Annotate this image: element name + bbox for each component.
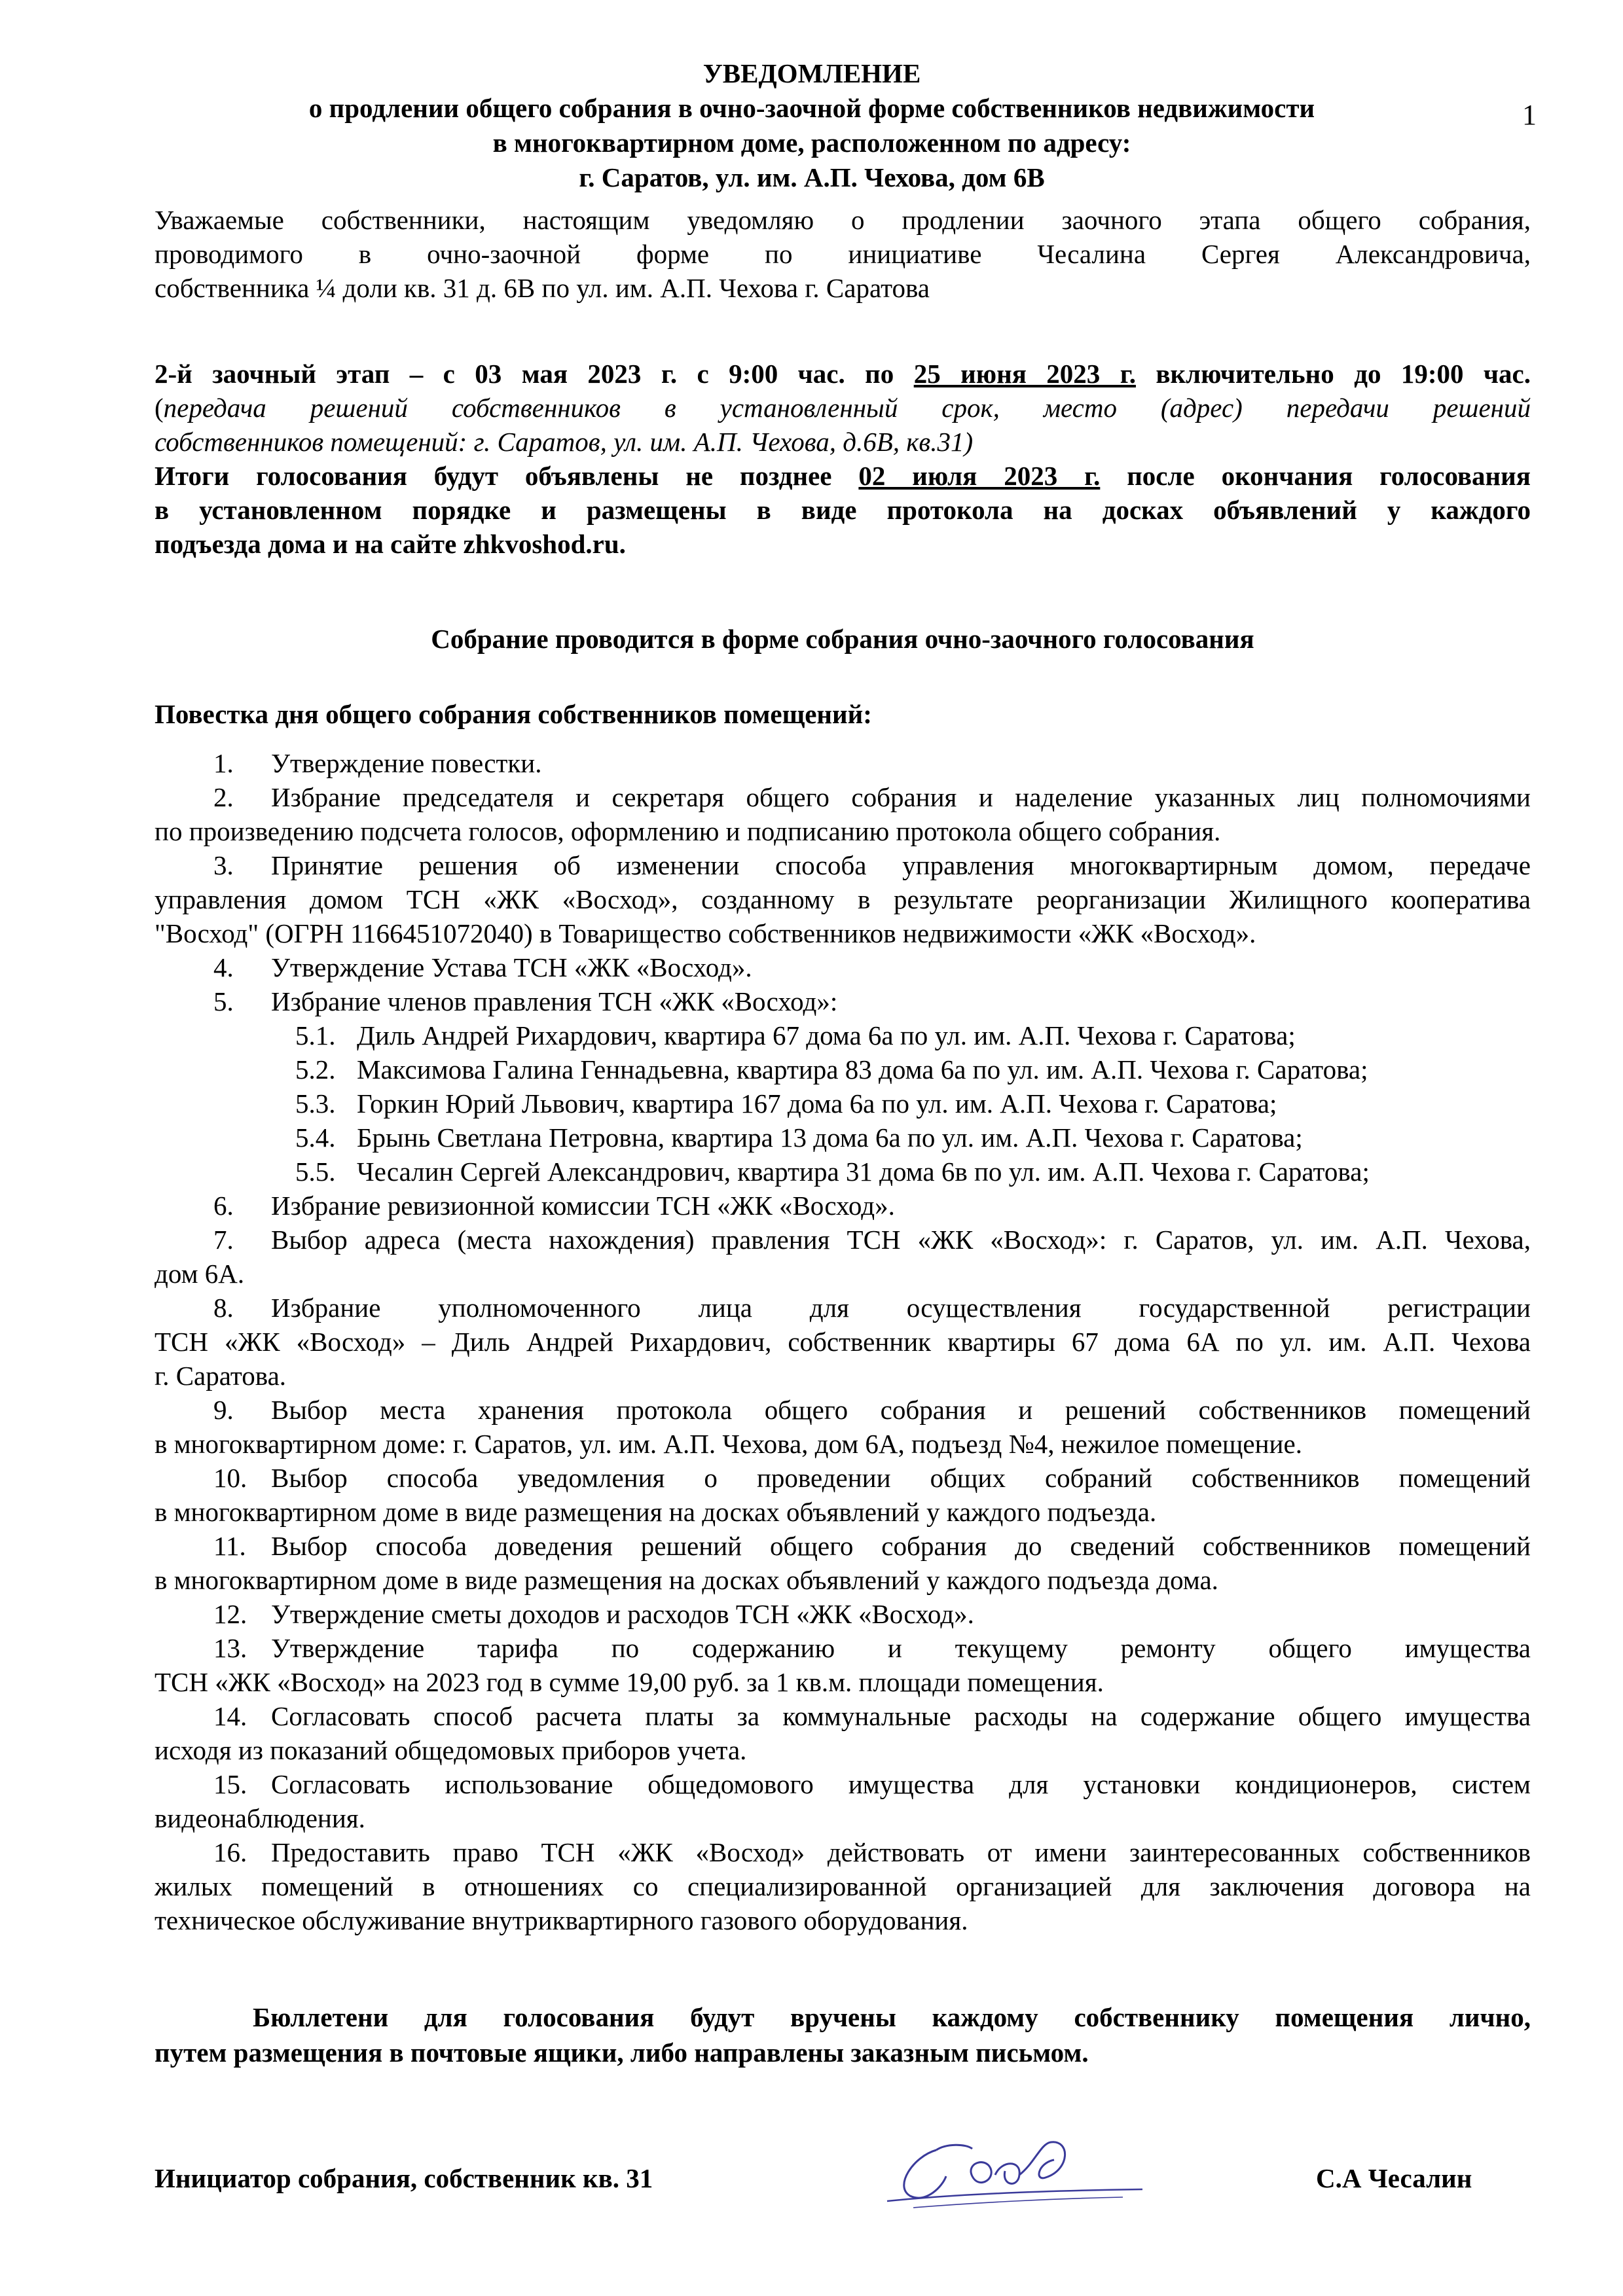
agenda-item-number: 9. — [213, 1395, 234, 1425]
results-line-3: подъезда дома и на сайте zhkvoshod.ru. — [155, 529, 626, 559]
ballot-notice — [155, 2000, 1531, 2070]
agenda-item-text: в многоквартирном доме в виде размещения на досках объявлений у каждого подъезда. — [155, 1497, 1157, 1527]
initiator-label: Инициатор собрания, собственник кв. 31 — [155, 2163, 653, 2193]
agenda-item-text: Выбор способа доведения решений общего собрания до сведений собственников помещений — [271, 1531, 1531, 1561]
document-title — [196, 56, 1427, 195]
stage-part-2: включительно до 19:00 час. — [1135, 359, 1531, 389]
intro-line-3: собственника ¼ доли кв. 31 д. 6В по ул. им. А.П. Чехова г. Саратова — [155, 273, 930, 303]
agenda-item — [155, 1597, 1531, 1631]
agenda-list — [155, 746, 1531, 1937]
agenda-part-2 — [155, 1189, 1531, 1937]
agenda-item-number: 15. — [213, 1769, 247, 1799]
agenda-item-text: Согласовать способ расчета платы за коммунальные расходы на содержание общего имущества — [271, 1701, 1531, 1731]
board-member-number: 5.3. — [295, 1088, 336, 1119]
stage-italic-text-1: передача решений собственников в установленный срок, место (адрес) передачи решений — [163, 393, 1531, 423]
agenda-item-text: Избрание ревизионной комиссии ТСН «ЖК «Восход». — [271, 1191, 895, 1221]
agenda-item-number: 8. — [213, 1293, 234, 1323]
board-member-text: Брынь Светлана Петровна, квартира 13 дома 6а по ул. им. А.П. Чехова г. Саратова; — [357, 1122, 1303, 1153]
intro-line-2: проводимого в очно-заочной форме по инициативе Чесалина Сергея Александровича, — [155, 239, 1531, 269]
board-member-text: Диль Андрей Рихардович, квартира 67 дома 6а по ул. им. А.П. Чехова г. Саратова; — [357, 1020, 1296, 1050]
agenda-item-text: Избрание членов правления ТСН «ЖК «Восход»: — [271, 986, 838, 1016]
ballot-line-1: Бюллетени для голосования будут вручены каждому собственнику помещения лично, — [253, 2002, 1531, 2032]
results-part-1: Итоги голосования будут объявлены не позднее — [155, 461, 859, 491]
stage-italic-line-1 — [155, 391, 1531, 425]
ballot-line-2: путем размещения в почтовые ящики, либо направлены заказным письмом. — [155, 2037, 1089, 2068]
agenda-item-text: Предоставить право ТСН «ЖК «Восход» действовать от имени заинтересованных собственников — [271, 1837, 1531, 1867]
board-member-number: 5.4. — [295, 1122, 336, 1153]
intro-line-1: Уважаемые собственники, настоящим уведомляю о продлении заочного этапа общего собрания, — [155, 205, 1531, 235]
form-heading: Собрание проводится в форме собрания очно-заочного голосования — [431, 624, 1254, 654]
agenda-item-text: техническое обслуживание внутриквартирного газового оборудования. — [155, 1905, 968, 1935]
agenda-item-text: Утверждение Устава ТСН «ЖК «Восход». — [271, 952, 752, 982]
agenda-item-text: ТСН «ЖК «Восход» на 2023 год в сумме 19,00 руб. за 1 кв.м. площади помещения. — [155, 1667, 1104, 1697]
agenda-item-text: в многоквартирном доме в виде размещения на досках объявлений у каждого подъезда дома. — [155, 1565, 1218, 1595]
agenda-item-text: Утверждение сметы доходов и расходов ТСН «ЖК «Восход». — [271, 1599, 974, 1629]
results-date: 02 июля 2023 г. — [858, 461, 1101, 491]
agenda-item — [155, 1461, 1531, 1529]
results-part-2: после окончания голосования — [1100, 461, 1531, 491]
board-member-text: Чесалин Сергей Александрович, квартира 31 дома 6в по ул. им. А.П. Чехова г. Саратова; — [357, 1157, 1370, 1187]
board-member-item — [155, 1155, 1531, 1189]
board-member-item — [155, 1018, 1531, 1052]
agenda-item-number: 14. — [213, 1701, 247, 1731]
agenda-item-text: в многоквартирном доме: г. Саратов, ул. им. А.П. Чехова, дом 6А, подъезд №4, нежилое помещение. — [155, 1429, 1302, 1459]
agenda-item-text: Утверждение повестки. — [271, 748, 542, 778]
agenda-item-text: Избрание уполномоченного лица для осуществления государственной регистрации — [271, 1293, 1531, 1323]
agenda-item — [155, 950, 1531, 984]
agenda-item — [155, 1699, 1531, 1767]
agenda-item-text: дом 6А. — [155, 1259, 245, 1289]
agenda-item-text: жилых помещений в отношениях со специализированной организацией для заключения договора на — [155, 1871, 1531, 1901]
agenda-item-number: 16. — [213, 1837, 247, 1867]
agenda-heading: Повестка дня общего собрания собственников помещений: — [155, 699, 872, 729]
agenda-item — [155, 746, 1531, 780]
stage-part-1: 2-й заочный этап – с 03 мая 2023 г. с 9:00 час. по — [155, 359, 914, 389]
agenda-item-text: Выбор адреса (места нахождения) правления ТСН «ЖК «Восход»: г. Саратов, ул. им. А.П. Чехова, — [271, 1225, 1531, 1255]
agenda-item-text: "Восход" (ОГРН 1166451072040) в Товарищество собственников недвижимости «ЖК «Восход». — [155, 918, 1256, 948]
title-line-3: в многоквартирном доме, расположенном по адресу: — [492, 128, 1131, 158]
stage-paragraph — [155, 357, 1531, 561]
intro-paragraph — [155, 203, 1531, 305]
agenda-item-number: 5. — [213, 986, 234, 1016]
agenda-item — [155, 1291, 1531, 1393]
agenda-item-number: 3. — [213, 850, 234, 880]
agenda-item-text: Утверждение тарифа по содержанию и текущему ремонту общего имущества — [271, 1633, 1531, 1663]
agenda-item — [155, 1835, 1531, 1937]
results-line-1 — [155, 459, 1531, 493]
board-member-text: Горкин Юрий Львович, квартира 167 дома 6а по ул. им. А.П. Чехова г. Саратова; — [357, 1088, 1277, 1119]
agenda-item — [155, 1393, 1531, 1461]
board-member-number: 5.5. — [295, 1157, 336, 1187]
agenda-item — [155, 848, 1531, 950]
board-member-number: 5.1. — [295, 1020, 336, 1050]
agenda-item-number: 11. — [213, 1531, 246, 1561]
board-members-list — [155, 1018, 1531, 1189]
agenda-item-text: управления домом ТСН «ЖК «Восход», созданному в результате реорганизации Жилищного кооператива — [155, 884, 1531, 914]
stage-italic-line-2: собственников помещений: г. Саратов, ул. им. А.П. Чехова, д.6В, кв.31) — [155, 427, 974, 457]
board-member-text: Максимова Галина Геннадьевна, квартира 83 дома 6а по ул. им. А.П. Чехова г. Саратова; — [357, 1054, 1368, 1085]
agenda-item-number: 12. — [213, 1599, 247, 1629]
agenda-item-number: 7. — [213, 1225, 234, 1255]
stage-end-date: 25 июня 2023 г. — [913, 359, 1136, 389]
agenda-item-text: Выбор способа уведомления о проведении общих собраний собственников помещений — [271, 1463, 1531, 1493]
agenda-item-text: Принятие решения об изменении способа управления многоквартирным домом, передаче — [271, 850, 1531, 880]
agenda-item — [155, 1767, 1531, 1835]
title-line-1: УВЕДОМЛЕНИЕ — [702, 58, 921, 88]
agenda-item-text: Согласовать использование общедомового имущества для установки кондиционеров, систем — [271, 1769, 1531, 1799]
agenda-item-text: исходя из показаний общедомовых приборов учета. — [155, 1735, 747, 1765]
board-member-item — [155, 1086, 1531, 1121]
results-line-2: в установленном порядке и размещены в виде протокола на досках объявлений у каждого — [155, 495, 1531, 525]
agenda-item-number: 2. — [213, 782, 234, 812]
board-member-item — [155, 1121, 1531, 1155]
paren-open: ( — [155, 393, 164, 423]
agenda-item-text: г. Саратова. — [155, 1361, 287, 1391]
page-number: 1 — [1522, 99, 1537, 131]
agenda-item-text: Выбор места хранения протокола общего собрания и решений собственников помещений — [271, 1395, 1531, 1425]
agenda-item — [155, 1529, 1531, 1597]
agenda-item-number: 10. — [213, 1463, 247, 1493]
agenda-item — [155, 984, 1531, 1018]
agenda-item — [155, 1189, 1531, 1223]
agenda-part-1 — [155, 746, 1531, 1018]
agenda-item-text: видеонаблюдения. — [155, 1803, 365, 1833]
agenda-item-number: 6. — [213, 1191, 234, 1221]
title-line-2: о продлении общего собрания в очно-заочной форме собственников недвижимости — [308, 93, 1315, 123]
stage-dates-line — [155, 357, 1531, 391]
agenda-item-text: ТСН «ЖК «Восход» – Диль Андрей Рихардович, собственник квартиры 67 дома 6А по ул. им. А.П. Чехова — [155, 1327, 1531, 1357]
agenda-item — [155, 1223, 1531, 1291]
agenda-item-text: по произведению подсчета голосов, оформлению и подписанию протокола общего собрания. — [155, 816, 1221, 846]
agenda-item-number: 4. — [213, 952, 234, 982]
agenda-item-number: 1. — [213, 748, 234, 778]
handwritten-signature — [874, 2124, 1149, 2215]
agenda-item-text: Избрание председателя и секретаря общего собрания и наделение указанных лиц полномочиями — [271, 782, 1531, 812]
agenda-item — [155, 780, 1531, 848]
board-member-number: 5.2. — [295, 1054, 336, 1085]
board-member-item — [155, 1052, 1531, 1086]
agenda-item-number: 13. — [213, 1633, 247, 1663]
agenda-item — [155, 1631, 1531, 1699]
title-line-4: г. Саратов, ул. им. А.П. Чехова, дом 6В — [579, 162, 1045, 192]
initiator-name: С.А Чесалин — [1316, 2163, 1472, 2193]
